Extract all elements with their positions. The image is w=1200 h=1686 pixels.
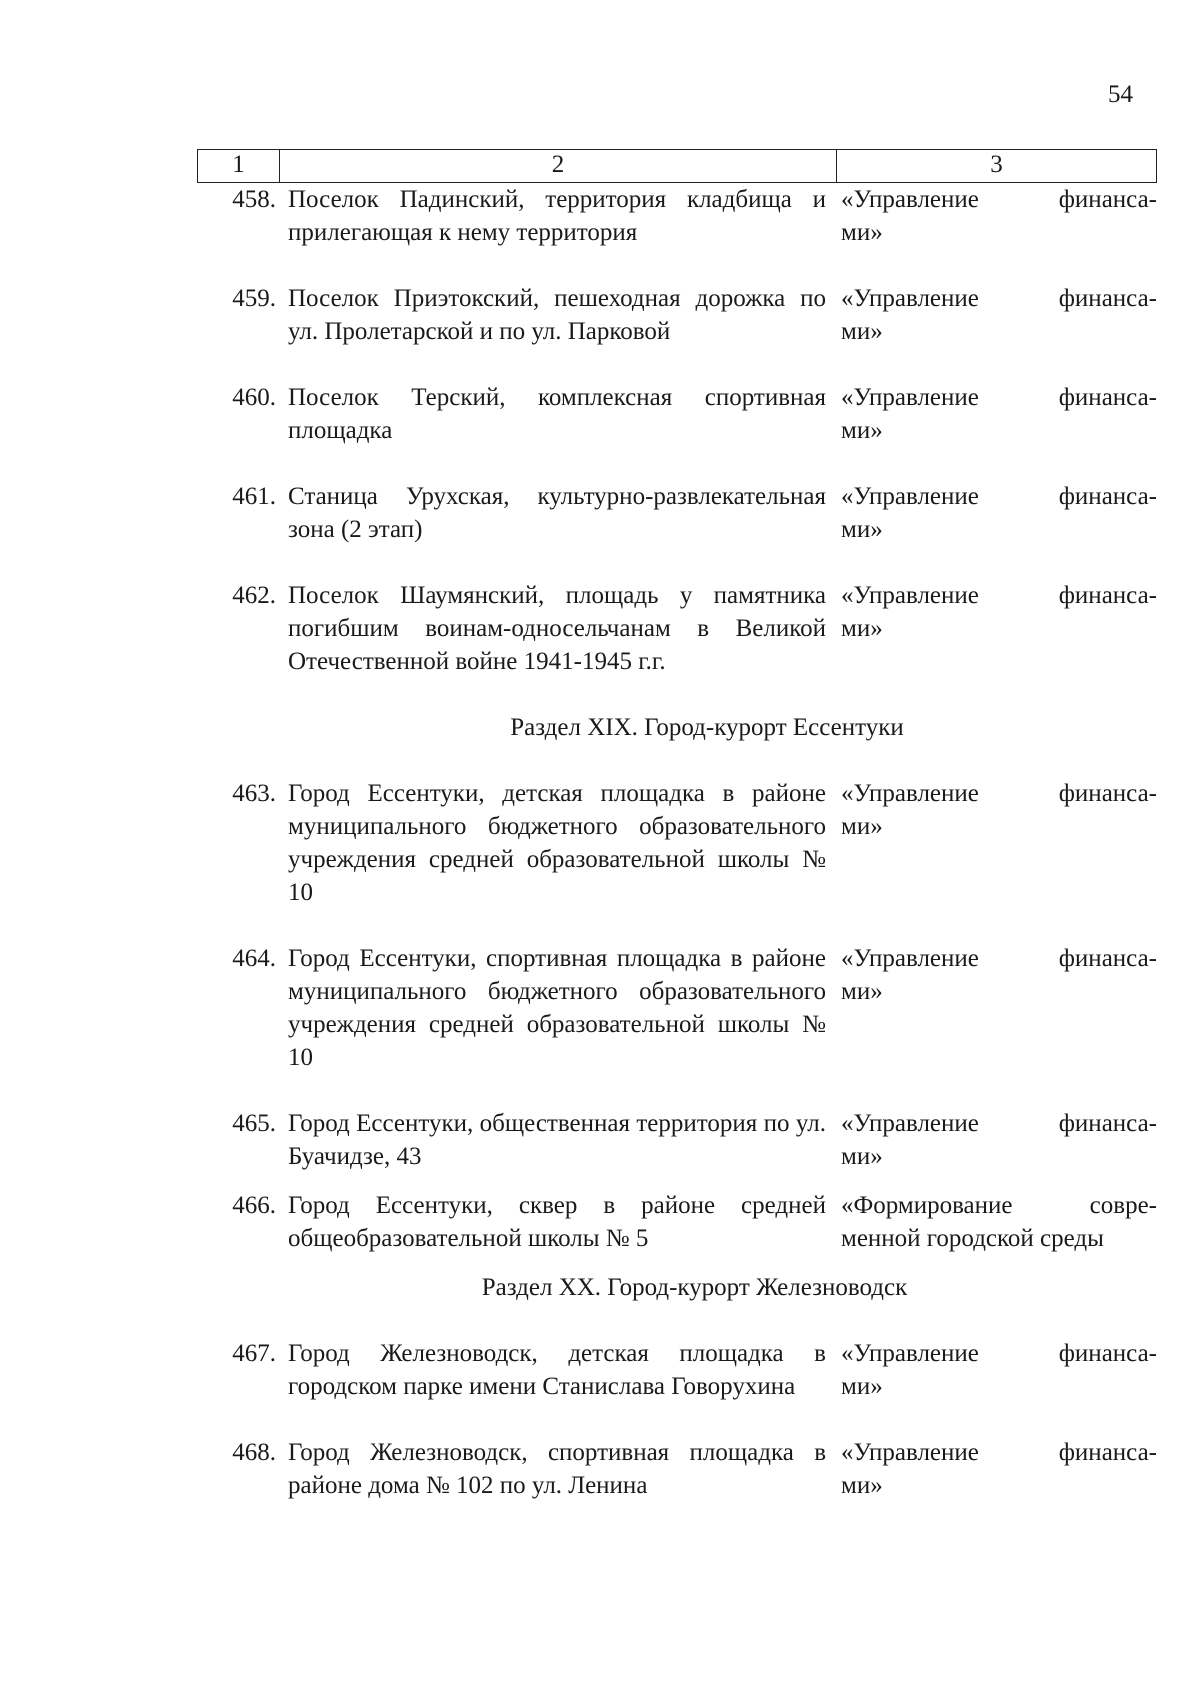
row-description: Поселок Приэтокский, пешеходная дорожка по ул. Пролетарской и по ул. Парковой	[288, 285, 826, 345]
row-description: Поселок Терский, комплексная спортивная площадка	[288, 384, 826, 444]
row-number: 467.	[232, 1340, 276, 1367]
table-body	[197, 183, 1157, 1535]
header-col-2: 2	[280, 150, 837, 182]
program-line-2: ми»	[841, 219, 883, 246]
program-word-2: финанса-	[1058, 780, 1157, 807]
header-col-3: 3	[990, 151, 1003, 178]
program-word-2: финанса-	[1058, 582, 1157, 609]
table-row	[197, 942, 1157, 1074]
row-description: Город Ессентуки, спортивная площадка в районе муниципального бюджетного образовательного учреждения средней образовательной школы № 10	[288, 945, 826, 1071]
program-word-2: финанса-	[1058, 1340, 1157, 1367]
program-line-2: ми»	[841, 1472, 883, 1499]
section-title: Раздел XIX. Город-курорт Ессентуки	[510, 714, 904, 741]
program-word-1: «Управление	[841, 1340, 979, 1367]
program-word-1: «Управление	[841, 186, 979, 213]
program-word-1: «Управление	[841, 945, 979, 972]
row-program	[841, 1337, 1157, 1403]
program-line-2: ми»	[841, 978, 883, 1005]
program-line-2: менной городской среды	[841, 1225, 1104, 1252]
row-description: Город Ессентуки, детская площадка в районе муниципального бюджетного образовательного учреждения средней образовательной школы № 10	[288, 780, 826, 906]
row-program	[841, 183, 1157, 249]
table-row	[197, 777, 1157, 909]
program-word-1: «Управление	[841, 483, 979, 510]
row-description: Поселок Шаумянский, площадь у памятника погибшим воинам-односельчанам в Великой Отечественной войне 1941-1945 г.г.	[288, 582, 826, 675]
row-description: Город Ессентуки, сквер в районе средней общеобразовательной школы № 5	[288, 1192, 826, 1252]
row-program	[841, 1107, 1157, 1173]
program-word-1: «Управление	[841, 780, 979, 807]
header-col-1: 1	[198, 150, 280, 182]
program-word-2: финанса-	[1058, 285, 1157, 312]
program-line-2: ми»	[841, 318, 883, 345]
row-program	[841, 480, 1157, 546]
program-word-2: совре-	[1089, 1192, 1157, 1219]
table-row	[197, 183, 1157, 249]
row-number: 464.	[232, 945, 276, 972]
program-word-2: финанса-	[1058, 945, 1157, 972]
row-description: Город Ессентуки, общественная территория по ул. Буачидзе, 43	[288, 1110, 826, 1170]
program-line-2: ми»	[841, 1143, 883, 1170]
row-program	[841, 579, 1157, 678]
program-word-2: финанса-	[1058, 1439, 1157, 1466]
program-word-2: финанса-	[1058, 483, 1157, 510]
program-word-1: «Управление	[841, 285, 979, 312]
row-number: 458.	[232, 186, 276, 213]
table-row	[197, 1337, 1157, 1403]
row-program	[841, 381, 1157, 447]
table-row	[197, 1107, 1157, 1173]
program-line-2: ми»	[841, 813, 883, 840]
row-number: 468.	[232, 1439, 276, 1466]
program-line-2: ми»	[841, 615, 883, 642]
row-number: 463.	[232, 780, 276, 807]
program-line-2: ми»	[841, 1373, 883, 1400]
row-program	[841, 1189, 1157, 1255]
row-number: 461.	[232, 483, 276, 510]
program-word-2: финанса-	[1058, 186, 1157, 213]
program-word-1: «Управление	[841, 384, 979, 411]
program-word-2: финанса-	[1058, 384, 1157, 411]
program-word-1: «Формирование	[841, 1192, 1013, 1219]
row-number: 465.	[232, 1110, 276, 1137]
program-word-1: «Управление	[841, 1439, 979, 1466]
row-program	[841, 282, 1157, 348]
section-title: Раздел XX. Город-курорт Железноводск	[481, 1274, 908, 1301]
row-description: Поселок Падинский, территория кладбища и прилегающая к нему территория	[288, 186, 826, 246]
row-number: 462.	[232, 582, 276, 609]
table-row	[197, 1436, 1157, 1502]
row-program	[841, 777, 1157, 909]
table-row	[197, 480, 1157, 546]
row-description: Станица Урухская, культурно-развлекательная зона (2 этап)	[288, 483, 826, 543]
table-row	[197, 1189, 1157, 1255]
row-program	[841, 1436, 1157, 1502]
row-number: 466.	[232, 1192, 276, 1219]
table-row	[197, 579, 1157, 678]
program-line-2: ми»	[841, 417, 883, 444]
row-number: 459.	[232, 285, 276, 312]
row-program	[841, 942, 1157, 1074]
row-number: 460.	[232, 384, 276, 411]
table-row	[197, 381, 1157, 447]
page-number: 54	[1108, 81, 1133, 108]
row-description: Город Железноводск, спортивная площадка в районе дома № 102 по ул. Ленина	[288, 1439, 826, 1499]
program-word-1: «Управление	[841, 582, 979, 609]
program-word-2: финанса-	[1058, 1110, 1157, 1137]
table-header	[197, 149, 1157, 183]
program-word-1: «Управление	[841, 1110, 979, 1137]
table-row	[197, 282, 1157, 348]
row-description: Город Железноводск, детская площадка в городском парке имени Станислава Говорухина	[288, 1340, 826, 1400]
program-line-2: ми»	[841, 516, 883, 543]
